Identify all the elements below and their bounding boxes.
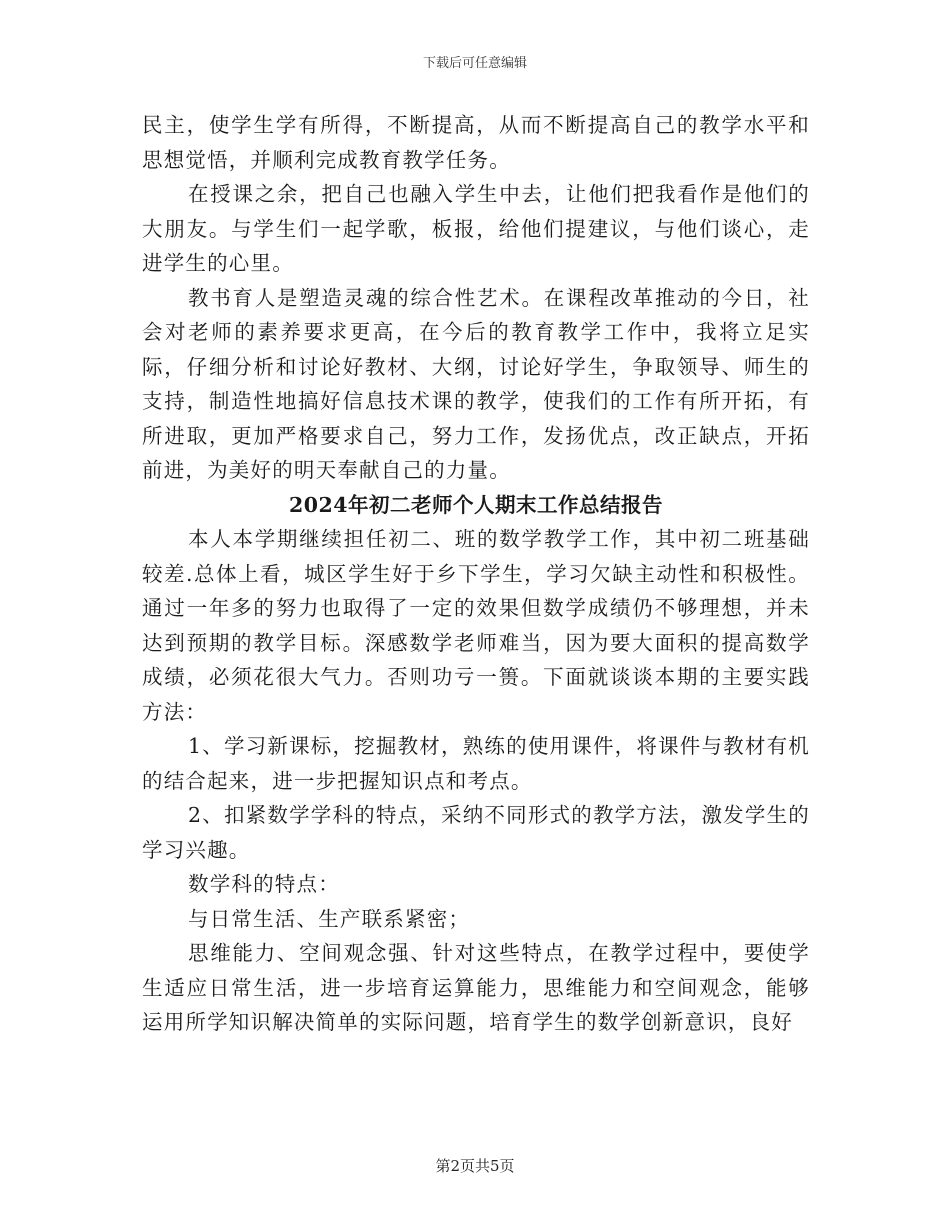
paragraph-4: 本人本学期继续担任初二、班的数学教学工作，其中初二班基础较差.总体上看，城区学生好于乡下学生，学习欠缺主动性和积极性。通过一年多的努力也取得了一定的效果但数学成绩仍不够理想，并未达到预期的教学目标。深感数学老师难当，因为要大面积的提高数学成绩，必须花很大气力。否则功亏一篑。下面就谈谈本期的主要实践方法：	[142, 527, 810, 724]
paragraph-8: 与日常生活、生产联系紧密；	[188, 906, 471, 931]
paragraph-1: 民主，使学生学有所得，不断提高，从而不断提高自己的教学水平和思想觉悟，并顺利完成教育教学任务。	[142, 113, 810, 172]
paragraph-6: 2、扣紧数学学科的特点，采纳不同形式的教学方法，激发学生的学习兴趣。	[142, 803, 810, 862]
document-body	[142, 108, 810, 1040]
paragraph-5: 1、学习新课标，挖掘教材，熟练的使用课件，将课件与教材有机的结合起来，进一步把握知识点和考点。	[142, 734, 810, 793]
paragraph-7: 数学科的特点：	[188, 872, 340, 896]
paragraph-3: 教书育人是塑造灵魂的综合性艺术。在课程改革推动的今日，社会对老师的素养要求更高，在今后的教育教学工作中，我将立足实际，仔细分析和讨论好教材、大纲，讨论好学生，争取领导、师生的支持，制造性地搞好信息技术课的教学，使我们的工作有所开拓，有所进取，更加严格要求自己，努力工作，发扬优点，改正缺点，开拓前进，为美好的明天奉献自己的力量。	[142, 285, 810, 482]
page-header: 下载后可任意编辑	[422, 56, 527, 71]
paragraph-9: 思维能力、空间观念强、针对这些特点，在教学过程中，要使学生适应日常生活，进一步培育运算能力，思维能力和空间观念，能够运用所学知识解决简单的实际问题，培育学生的数学创新意识，良好	[142, 941, 810, 1034]
page-footer: 第2页共5页	[435, 1157, 515, 1175]
paragraph-2: 在授课之余，把自己也融入学生中去，让他们把我看作是他们的大朋友。与学生们一起学歌，板报，给他们提建议，与他们谈心，走进学生的心里。	[142, 182, 810, 275]
section-title: 2024年初二老师个人期末工作总结报告	[288, 492, 664, 517]
